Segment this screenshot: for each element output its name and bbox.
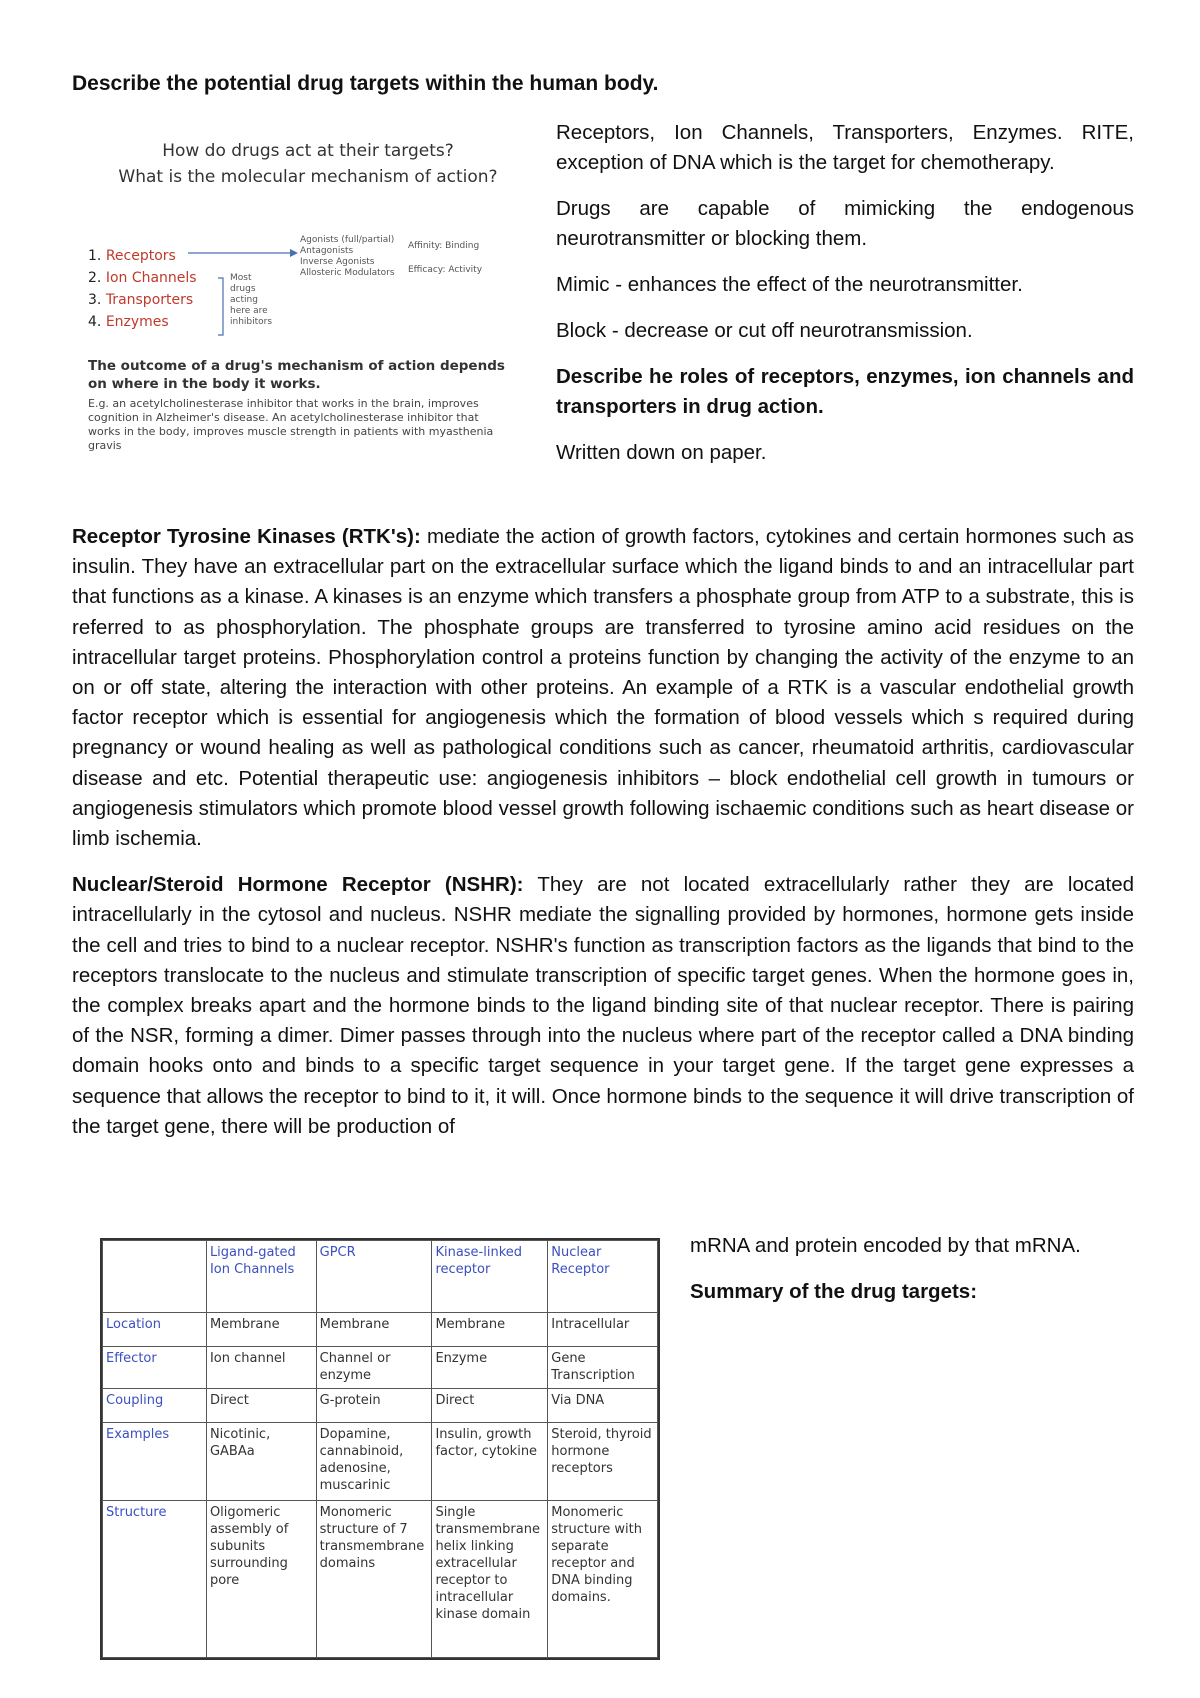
nshr-paragraph — [72, 870, 1134, 1142]
table-cell: Insulin, growth factor, cytokine — [432, 1423, 548, 1501]
table-cell: Membrane — [432, 1313, 548, 1347]
list-item: 2. Ion Channels — [88, 270, 197, 286]
table-cell: Nicotinic, GABAa — [206, 1423, 316, 1501]
table-row — [103, 1347, 658, 1389]
main-body — [72, 522, 1134, 1158]
table-row — [103, 1389, 658, 1423]
table-cell: Enzyme — [432, 1347, 548, 1389]
table-header-cell: Ligand-gated Ion Channels — [206, 1241, 316, 1313]
nshr-text: They are not located extracellularly rather they are located intracellularly in the cytosol and nucleus. NSHR mediate the signalling provided by hormones, hormone gets inside the cell and tries to bind to a nuclear receptor. NSHR's function as transcription factors as the ligands that bind to the receptors translocate to the nucleus and stimulate transcription of specific target genes. When the hormone goes in, the complex breaks apart and the hormone binds to the ligand binding site of that nuclear receptor. There is pairing of the NSR, forming a dimer. Dimer passes through into the nucleus where part of the receptor called a DNA binding domain hooks onto and binds to a specific target sequence in your target gene. If the target gene expresses a sequence that allows the receptor to bind to it, it will. Once hormone binds to the sequence it will drive transcription of the target gene, there will be production of — [72, 873, 1135, 1138]
table-cell: Oligomeric assembly of subunits surrounding pore — [206, 1501, 316, 1658]
table-header-cell: GPCR — [316, 1241, 432, 1313]
right-column — [556, 118, 1134, 484]
table-cell: Steroid, thyroid hormone receptors — [548, 1423, 658, 1501]
table-cell: Channel or enzyme — [316, 1347, 432, 1389]
table-row — [103, 1501, 658, 1658]
table-row-label: Examples — [103, 1423, 207, 1501]
paragraph: Block - decrease or cut off neurotransmission. — [556, 319, 973, 342]
table-row-label: Effector — [103, 1347, 207, 1389]
example-text: E.g. an acetylcholinesterase inhibitor that works in the brain, improves cognition in Alzheimer's disease. An acetylcholinesterase inhibitor that works in the body, improves muscle strength in patients with myasthenia gravis — [88, 397, 494, 452]
table-cell: Direct — [206, 1389, 316, 1423]
paragraph: Receptors, Ion Channels, Transporters, Enzymes. RITE, exception of DNA which is the target for chemotherapy. — [556, 121, 1134, 174]
table-cell: G-protein — [316, 1389, 432, 1423]
table-cell: Monomeric structure with separate receptor and DNA binding domains. — [548, 1501, 658, 1658]
bracket — [218, 278, 223, 335]
paragraph: Written down on paper. — [556, 441, 767, 464]
table-cell: Intracellular — [548, 1313, 658, 1347]
question-heading: Describe he roles of receptors, enzymes, ion channels and transporters in drug action. — [556, 365, 1134, 418]
nshr-continuation — [690, 1231, 1134, 1307]
table-header-row — [103, 1241, 658, 1313]
table-cell: Ion channel — [206, 1347, 316, 1389]
page-title: Describe the potential drug targets within the human body. — [72, 72, 659, 95]
arrow-head — [290, 249, 298, 257]
figure-title-line2: What is the molecular mechanism of action? — [118, 167, 498, 187]
table-header-cell: Kinase-linked receptor — [432, 1241, 548, 1313]
rtk-text: mediate the action of growth factors, cytokines and certain hormones such as insulin. They have an extracellular part on the extracellular surface which the ligand binds to and an intracellular part that functions as a kinase. A kinases is an enzyme which transfers a phosphate group from ATP to a substrate, this is referred to as phosphorylation. The phosphate groups are transferred to tyrosine amino acid residues on the intracellular target proteins. Phosphorylation control a proteins function by changing the activity of the enzyme to an on or off state, altering the interaction with other proteins. An example of a RTK is a vascular endothelial growth factor receptor which is essential for angiogenesis which the formation of blood vessels which s required during pregnancy or wound healing as well as pathological conditions such as cancer, rheumatoid arthritis, cardiovascular disease and etc. Potential therapeutic use: angiogenesis inhibitors – block endothelial cell growth in tumours or angiogenesis stimulators which promote blood vessel growth following ischaemic conditions such as heart disease or limb ischemia. — [72, 525, 1134, 851]
table-cell: Direct — [432, 1389, 548, 1423]
table-row-label: Structure — [103, 1501, 207, 1658]
efficacy-label: Efficacy: Activity — [408, 265, 483, 275]
list-item: 3. Transporters — [88, 292, 194, 308]
table-row-label: Location — [103, 1313, 207, 1347]
figure-title-line1: How do drugs act at their targets? — [162, 141, 454, 161]
mechanism-of-action-figure — [78, 135, 538, 465]
summary-heading: Summary of the drug targets: — [690, 1280, 978, 1303]
drug-targets-table — [100, 1238, 660, 1660]
table-cell: Membrane — [316, 1313, 432, 1347]
outcome-text: The outcome of a drug's mechanism of action depends on where in the body it works. — [88, 358, 505, 392]
table-cell: Gene Transcription — [548, 1347, 658, 1389]
most-drugs-note: Most drugs acting here are inhibitors — [230, 273, 273, 327]
list-item: 1. Receptors — [88, 248, 176, 264]
paragraph: Mimic - enhances the effect of the neurotransmitter. — [556, 273, 1023, 296]
table-row — [103, 1423, 658, 1501]
paragraph: mRNA and protein encoded by that mRNA. — [690, 1234, 1081, 1257]
table-cell: Dopamine, cannabinoid, adenosine, muscarinic — [316, 1423, 432, 1501]
nshr-title: Nuclear/Steroid Hormone Receptor (NSHR): — [72, 873, 524, 897]
table-cell: Single transmembrane helix linking extracellular receptor to intracellular kinase domain — [432, 1501, 548, 1658]
table-cell: Via DNA — [548, 1389, 658, 1423]
rtk-title: Receptor Tyrosine Kinases (RTK's): — [72, 525, 421, 548]
table-header-cell — [103, 1241, 207, 1313]
table-cell: Monomeric structure of 7 transmembrane domains — [316, 1501, 432, 1658]
table-cell: Membrane — [206, 1313, 316, 1347]
agonist-types: Agonists (full/partial) Antagonists Inverse Agonists Allosteric Modulators — [300, 235, 395, 278]
table-header-cell: Nuclear Receptor — [548, 1241, 658, 1313]
affinity-label: Affinity: Binding — [408, 241, 480, 251]
table-row-label: Coupling — [103, 1389, 207, 1423]
rtk-paragraph — [72, 522, 1134, 854]
list-item: 4. Enzymes — [88, 314, 169, 330]
paragraph: Drugs are capable of mimicking the endogenous neurotransmitter or blocking them. — [556, 197, 1134, 250]
table-row — [103, 1313, 658, 1347]
